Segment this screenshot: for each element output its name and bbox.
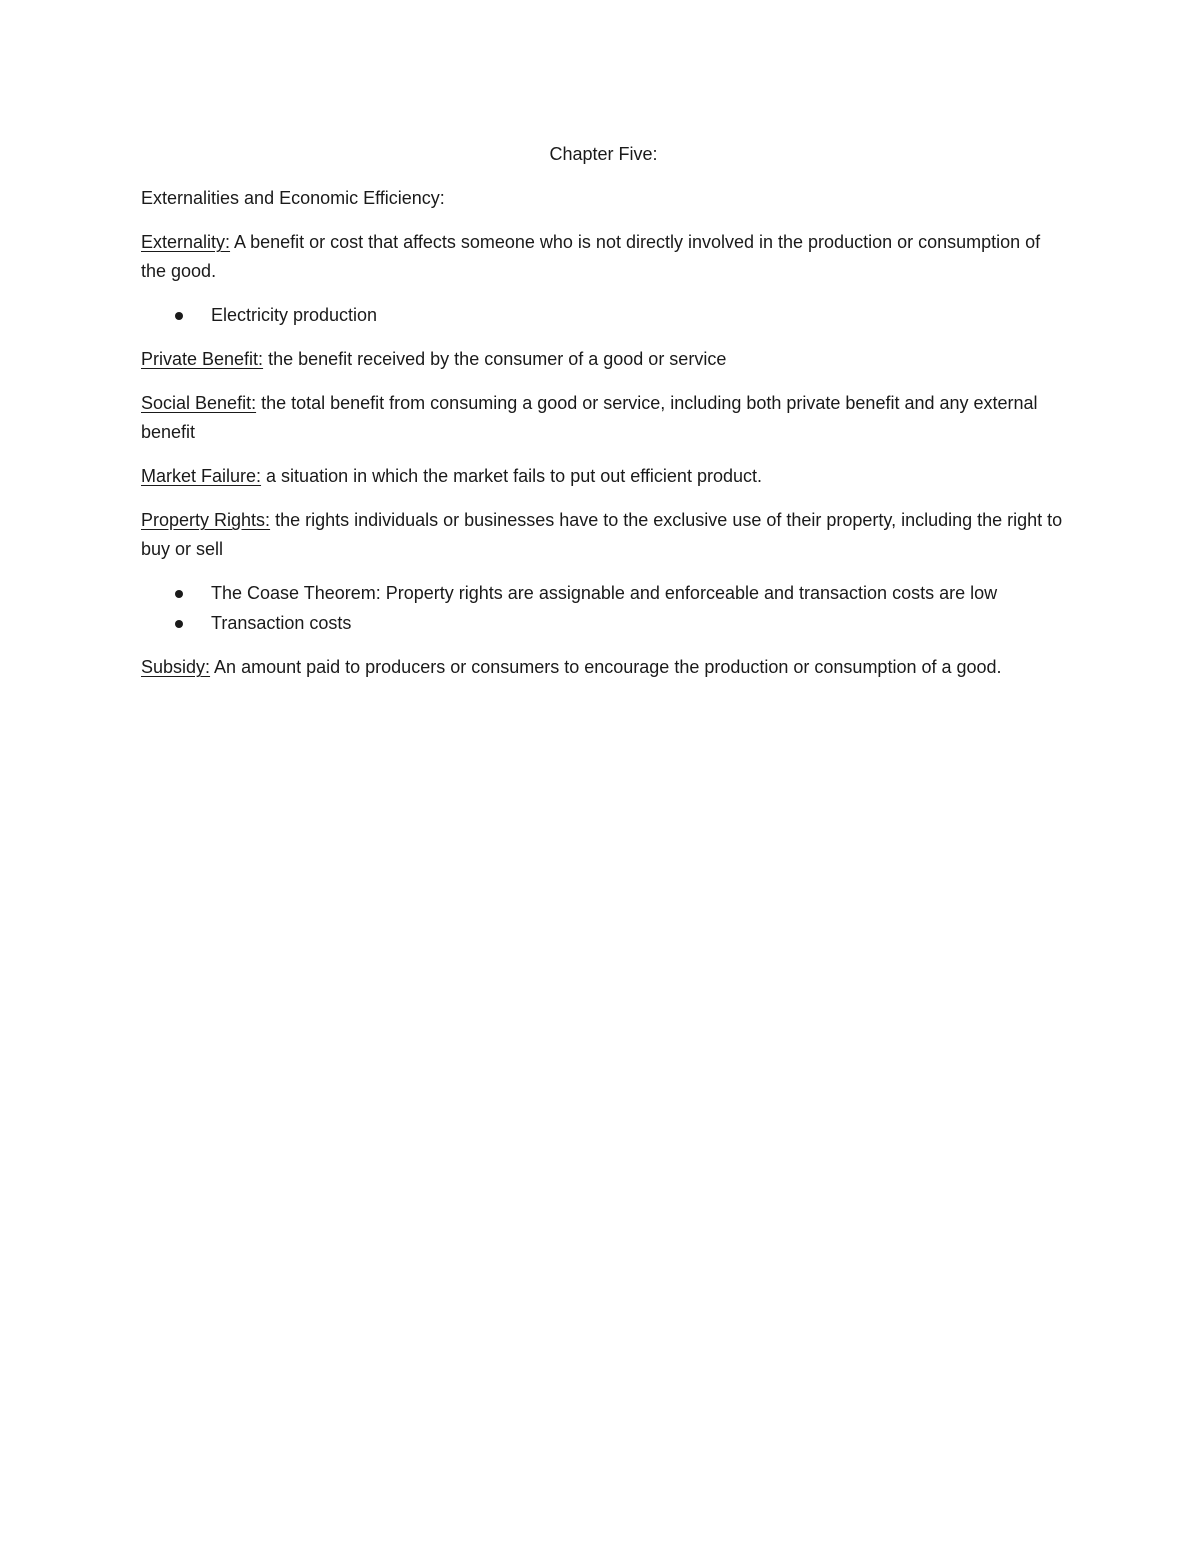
term-subsidy: Subsidy: — [141, 657, 211, 677]
term-externality: Externality: — [141, 232, 231, 252]
list-item-text: Electricity production — [211, 305, 378, 325]
definition-social-benefit — [141, 389, 1066, 447]
list-item — [141, 609, 1066, 638]
bullet-icon — [175, 312, 183, 320]
chapter-title: Chapter Five: — [549, 144, 658, 164]
document-body — [141, 140, 1066, 697]
term-property-rights: Property Rights: — [141, 510, 271, 530]
definition-property-rights — [141, 506, 1066, 564]
term-private-benefit: Private Benefit: — [141, 349, 264, 369]
bullet-icon — [175, 620, 183, 628]
bullet-icon — [175, 590, 183, 598]
definition-text-subsidy: An amount paid to producers or consumers to encourage the production or consumption of a good. — [210, 657, 1002, 677]
list-item — [141, 301, 1066, 330]
definition-text-externality: A benefit or cost that affects someone who is not directly involved in the production or consumption of the good. — [141, 232, 1041, 281]
definition-text-social-benefit: the total benefit from consuming a good or service, including both private benefit and any external benefit — [141, 393, 1038, 442]
definition-private-benefit — [141, 345, 1066, 374]
definition-market-failure — [141, 462, 1066, 491]
term-market-failure: Market Failure: — [141, 466, 262, 486]
definition-text-property-rights: the rights individuals or businesses have to the exclusive use of their property, including the right to buy or sell — [141, 510, 1063, 559]
definition-text-market-failure: a situation in which the market fails to put out efficient product. — [261, 466, 762, 486]
externality-bullet-list — [141, 301, 1066, 330]
list-item-text: The Coase Theorem: Property rights are assignable and enforceable and transaction costs are low — [211, 583, 998, 603]
definition-externality — [141, 228, 1066, 286]
definition-subsidy — [141, 653, 1066, 682]
definition-text-private-benefit: the benefit received by the consumer of a good or service — [263, 349, 727, 369]
list-item-text: Transaction costs — [211, 613, 352, 633]
property-rights-bullet-list — [141, 579, 1066, 638]
section-heading: Externalities and Economic Efficiency: — [141, 188, 445, 208]
term-social-benefit: Social Benefit: — [141, 393, 257, 413]
list-item — [141, 579, 1066, 608]
